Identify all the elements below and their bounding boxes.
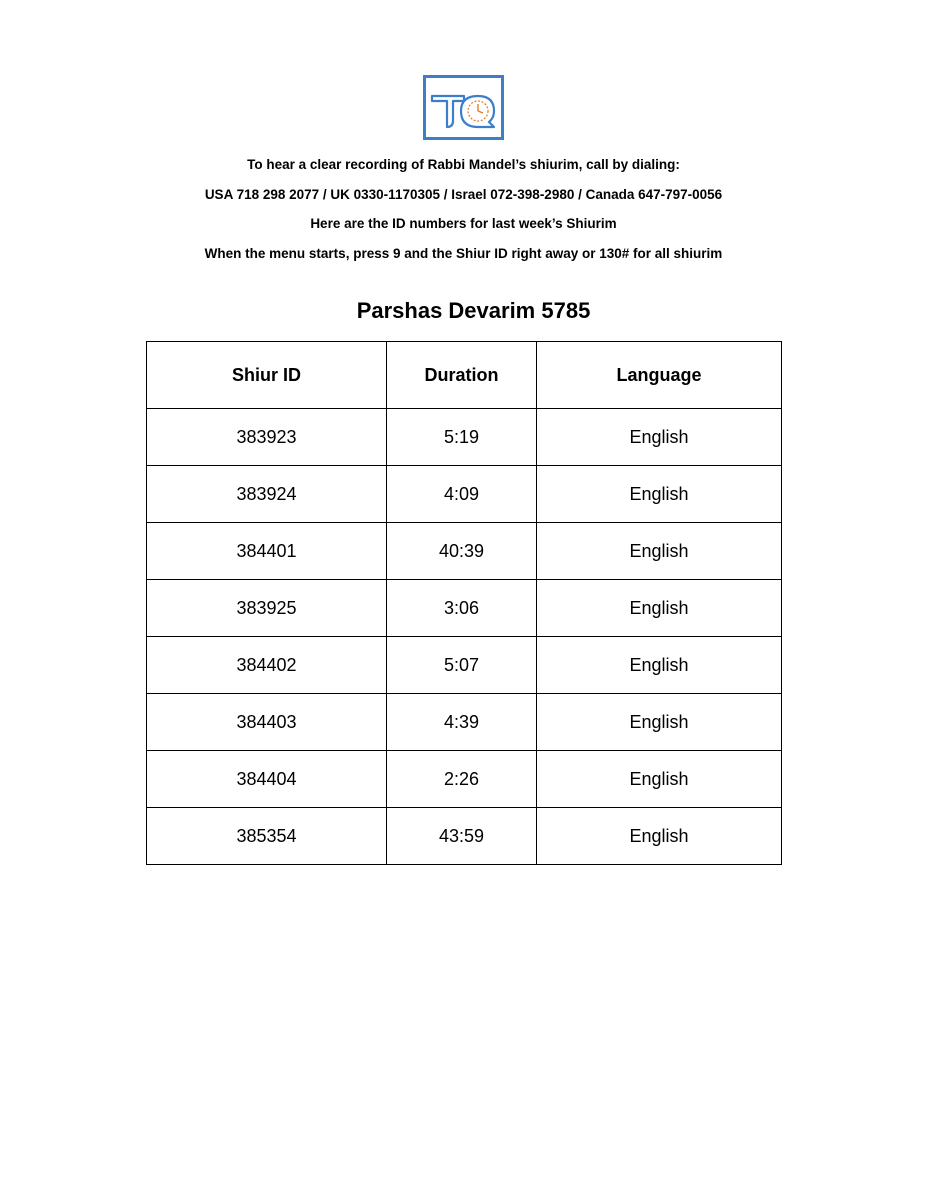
shiur-table (146, 341, 782, 865)
language-cell: English (537, 751, 782, 808)
table-row (147, 637, 782, 694)
logo (423, 75, 504, 140)
language-cell: English (537, 580, 782, 637)
table-row (147, 409, 782, 466)
duration-cell: 4:39 (387, 694, 537, 751)
shiur-id-cell: 384402 (147, 637, 387, 694)
language-cell: English (537, 637, 782, 694)
intro-line-phone-numbers: USA 718 298 2077 / UK 0330-1170305 / Israel 072-398-2980 / Canada 647-797-0056 (204, 186, 723, 202)
table-row (147, 694, 782, 751)
duration-cell: 5:07 (387, 637, 537, 694)
column-header-shiur-id: Shiur ID (147, 342, 387, 409)
shiur-id-cell: 385354 (147, 808, 387, 865)
column-header-language: Language (537, 342, 782, 409)
table-header-row (147, 342, 782, 409)
language-cell: English (537, 409, 782, 466)
shiur-id-cell: 384403 (147, 694, 387, 751)
intro-line-1: To hear a clear recording of Rabbi Mandel’s shiurim, call by dialing: (247, 157, 680, 172)
duration-cell: 2:26 (387, 751, 537, 808)
language-cell: English (537, 523, 782, 580)
shiur-id-cell: 384404 (147, 751, 387, 808)
shiur-id-cell: 383925 (147, 580, 387, 637)
duration-cell: 3:06 (387, 580, 537, 637)
language-cell: English (537, 808, 782, 865)
duration-cell: 4:09 (387, 466, 537, 523)
logo-mark (426, 78, 501, 137)
table-row (147, 808, 782, 865)
intro-line-3: Here are the ID numbers for last week’s Shiurim (310, 216, 617, 231)
shiur-id-cell: 384401 (147, 523, 387, 580)
language-cell: English (537, 694, 782, 751)
table-row (147, 466, 782, 523)
table-row (147, 580, 782, 637)
column-header-duration: Duration (387, 342, 537, 409)
page-title: Parshas Devarim 5785 (356, 298, 591, 323)
intro-line-instructions: When the menu starts, press 9 and the Shiur ID right away or 130# for all shiurim (204, 245, 723, 261)
duration-cell: 43:59 (387, 808, 537, 865)
duration-cell: 5:19 (387, 409, 537, 466)
intro-text (0, 150, 927, 268)
table-row (147, 523, 782, 580)
clock-icon (468, 101, 488, 121)
duration-cell: 40:39 (387, 523, 537, 580)
shiur-id-cell: 383924 (147, 466, 387, 523)
shiur-id-cell: 383923 (147, 409, 387, 466)
language-cell: English (537, 466, 782, 523)
table-row (147, 751, 782, 808)
